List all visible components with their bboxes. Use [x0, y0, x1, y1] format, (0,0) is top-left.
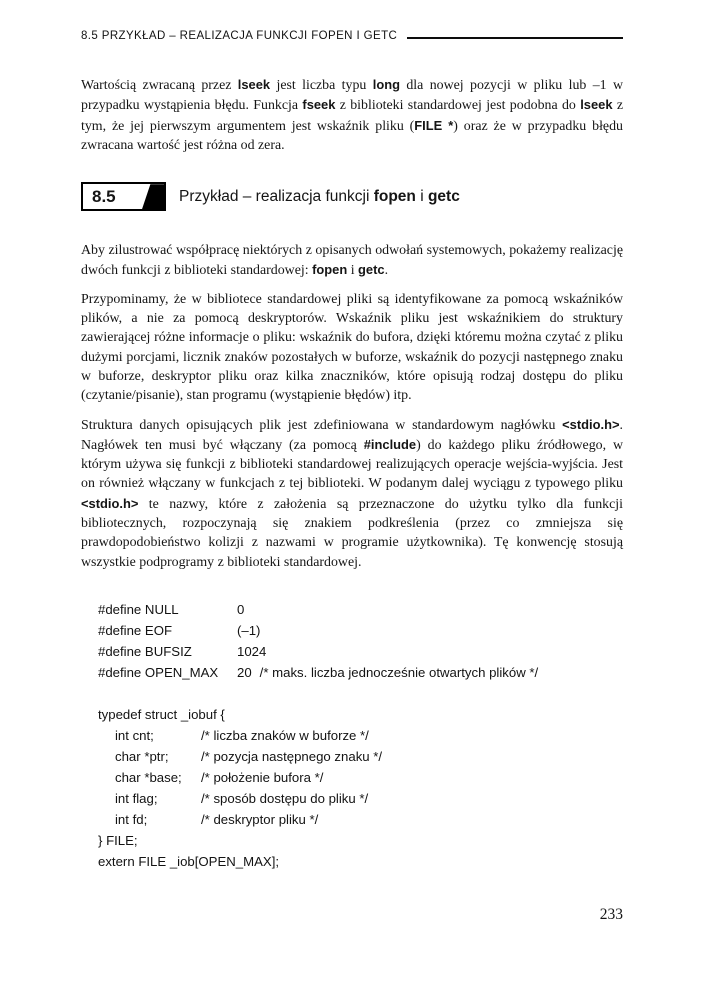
section-heading	[81, 182, 623, 211]
code-struct-line	[98, 704, 623, 725]
code-text: 1024	[237, 643, 267, 659]
text-run: Wartością zwracaną przez	[81, 78, 238, 93]
code-text: #define NULL	[98, 601, 179, 617]
text-run: ) oraz że w przypadku błędu zwracana wartość jest różna od zera.	[81, 118, 623, 153]
code-text: int cnt;	[115, 727, 154, 743]
code-struct-line	[98, 830, 623, 851]
paragraph-intro	[81, 241, 623, 281]
running-head	[81, 30, 623, 42]
code-text: 0	[237, 601, 245, 617]
code-listing	[98, 599, 623, 872]
inline-code: lseek	[580, 97, 613, 113]
inline-code: getc	[427, 187, 460, 205]
code-text: #define OPEN_MAX	[98, 664, 219, 680]
text-run: Struktura danych opisujących plik jest zdefiniowana w standardowym nagłówku	[81, 417, 563, 433]
code-text: extern FILE _iob[OPEN_MAX];	[98, 853, 280, 869]
text-run: jest liczba typu	[270, 78, 373, 93]
text-run: i	[347, 263, 359, 279]
inline-code: lseek	[237, 77, 271, 92]
code-text: char *ptr;	[115, 748, 169, 764]
page-number: 233	[599, 906, 623, 923]
code-comment: /* pozycja następnego znaku */	[201, 748, 383, 764]
code-comment: /* deskryptor pliku */	[201, 811, 319, 827]
code-struct-line	[98, 788, 623, 809]
code-define-line	[98, 620, 623, 641]
section-number: 8.5	[92, 186, 116, 206]
code-define-line	[98, 662, 623, 683]
text-run: Aby zilustrować współpracę niektórych z opisanych odwołań systemowych, pokażemy realizację dwóch funkcji z biblioteki standardowej:	[81, 243, 623, 279]
section-box-ornament	[142, 184, 164, 209]
text-run: Przypominamy, że w bibliotece standardowej pliki są identyfikowane za pomocą wskaźników plików, a nie za pomocą deskryptorów. Wskaźnik pliku jest wskaźnikiem do struktury zawierającej różne informacje o pliku: wskaźnik do bufora, dzięki któremu można czytać z pliku dużymi porcjami, licznik znaków pozostałych w buforze, wskaźnik do pozycji następnego znaku w buforze, deskryptor pliku oraz kilka znaczników, które opisują rodzaj dostępu do pliku (czytanie/pisanie), stan programu (wystąpienie błędów) itp.	[81, 291, 623, 404]
code-define-line	[98, 599, 623, 620]
text-run: . Nagłówek ten musi być włączany (za pomocą	[81, 417, 623, 453]
paragraph-lseek	[81, 75, 623, 155]
text-run: .	[384, 263, 389, 279]
code-struct	[98, 704, 623, 872]
code-comment: /* położenie bufora */	[201, 769, 324, 785]
code-text: (–1)	[237, 622, 261, 638]
code-struct-line	[98, 725, 623, 746]
paragraph-file-pointers	[81, 290, 623, 406]
code-struct-line	[98, 809, 623, 830]
code-text: typedef struct _iobuf {	[98, 706, 225, 722]
code-text: #define BUFSIZ	[98, 643, 192, 659]
text-run: Przykład – realizacja funkcji	[179, 187, 374, 205]
code-comment: /* maks. liczba jednocześnie otwartych plików */	[259, 664, 539, 680]
text-run: z biblioteki standardowej jest podobna do	[335, 98, 581, 114]
text-run: z tym, że jej pierwszym argumentem jest wskaźnik pliku (	[81, 98, 624, 134]
inline-code: fopen	[373, 187, 416, 205]
code-comment: /* sposób dostępu do pliku */	[201, 790, 369, 806]
text-run: ) do każdego pliku źródłowego, w którym używa się funkcji z biblioteki standardowej realizujących operacje wejścia-wyjścia. Jest on również włączany w funkcjach z tej biblioteki. W podanym dalej wyciągu z typowego pliku	[81, 437, 623, 492]
text-run: dla nowej pozycji w pliku lub –1 w przypadku wystąpienia błędu. Funkcja	[81, 78, 623, 114]
inline-code: getc	[358, 262, 385, 278]
code-text: 20	[237, 664, 252, 680]
running-head-text: 8.5 PRZYKŁAD – REALIZACJA FUNKCJI FOPEN I GETC	[81, 30, 398, 42]
code-struct-line	[98, 746, 623, 767]
code-struct-line	[98, 767, 623, 788]
text-run: i	[415, 187, 428, 205]
code-define-line	[98, 641, 623, 662]
text-run: te nazwy, które z założenia są przeznaczone do użytku tylko dla funkcji bibliotecznych, rozpoczynają się znakiem podkreślenia (przez co zmniejsza się prawdopodobieństwo kolizji z nazwami w programie użytkownika). Tę konwencję stosują wszystkie podprogramy z biblioteki standardowej.	[81, 496, 623, 570]
inline-code: fseek	[302, 97, 336, 113]
running-head-rule	[407, 37, 623, 39]
inline-code: FILE *	[414, 117, 454, 133]
inline-code: <stdio.h>	[562, 416, 620, 432]
inline-code: long	[372, 77, 400, 92]
code-comment: /* liczba znaków w buforze */	[201, 727, 369, 743]
code-text: int flag;	[115, 790, 158, 806]
inline-code: fopen	[312, 262, 348, 278]
code-text: char *base;	[115, 769, 182, 785]
section-number-box	[81, 182, 166, 211]
paragraph-stdio-header	[81, 415, 623, 572]
code-text: #define EOF	[98, 622, 173, 638]
inline-code: #include	[363, 436, 417, 452]
code-struct-line	[98, 851, 623, 872]
code-defines	[98, 599, 623, 683]
section-title	[179, 188, 460, 206]
inline-code: <stdio.h>	[81, 495, 139, 511]
code-text: } FILE;	[98, 832, 138, 848]
code-text: int fd;	[115, 811, 148, 827]
